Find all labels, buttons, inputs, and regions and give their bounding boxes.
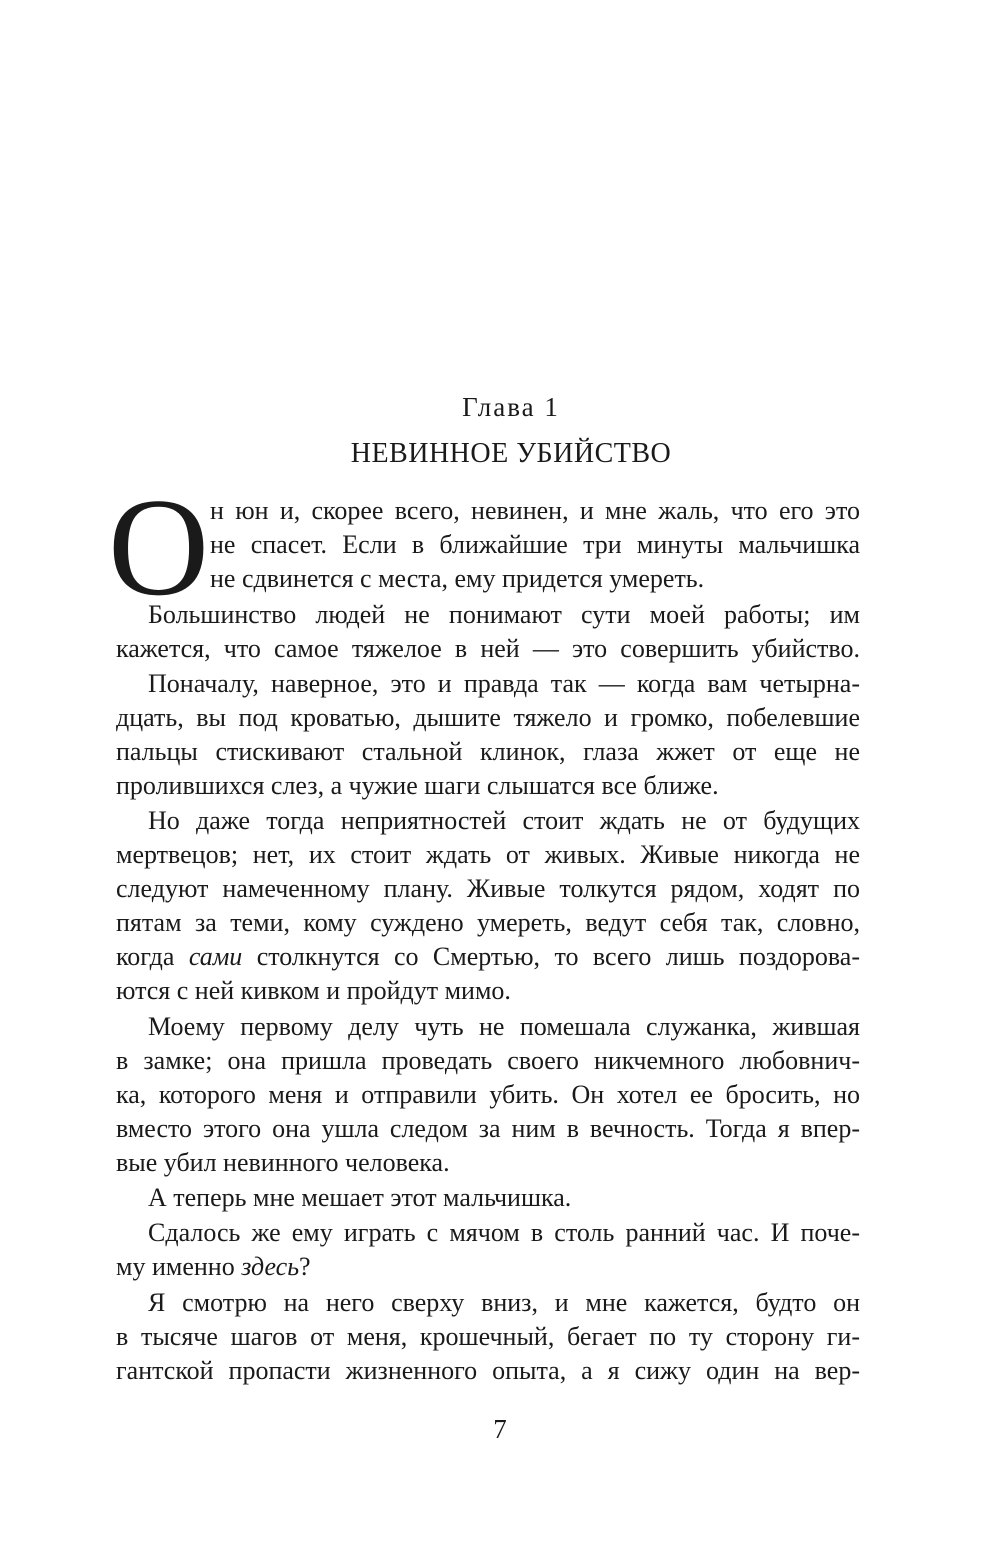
text-line [116,940,860,974]
italic-word: здесь [241,1252,300,1281]
text-line: пальцы стискивают стальной клинок, глаза жжет от еще не [116,737,860,766]
text-run: ? [299,1252,311,1281]
text-run: столкнутся со Смертью, то всего лишь поздорова- [242,942,860,971]
text-run: когда [116,942,189,971]
italic-word: сами [188,942,243,971]
chapter-label: Глава 1 [462,392,560,422]
text-line: в замке; она пришла проведать своего никчемного любовнич- [116,1046,860,1075]
text-line: не спасет. Если в ближайшие три минуты мальчишка [210,530,860,559]
text-line: Моему первому делу чуть не помешала служанка, жившая [148,1012,860,1041]
text-line: мертвецов; нет, их стоит ждать от живых. Живые никогда не [116,840,860,869]
text-line: ются с ней кивком и пройдут мимо. [116,976,511,1005]
text-line: вместо этого она ушла следом за ним в вечность. Тогда я впер- [116,1114,860,1143]
text-line: Но даже тогда неприятностей стоит ждать не от будущих [148,806,860,835]
text-line: пролившихся слез, а чужие шаги слышатся все ближе. [116,771,719,800]
drop-cap: О [108,470,210,625]
text-line: А теперь мне мешает этот мальчишка. [148,1183,572,1212]
text-line: Я смотрю на него сверху вниз, и мне кажется, будто он [148,1288,860,1317]
text-line: Сдалось же ему играть с мячом в столь ранний час. И поче- [148,1218,860,1247]
text-line: следуют намеченному плану. Живые толкутся рядом, ходят по [116,874,860,903]
text-line: н юн и, скорее всего, невинен, и мне жаль, что его это [210,496,860,525]
text-run: му именно [116,1252,242,1281]
text-line: не сдвинется с места, ему придется умереть. [210,564,705,593]
text-line: ка, которого меня и отправили убить. Он хотел ее бросить, но [116,1080,860,1109]
text-line: пятам за теми, кому суждено умереть, ведут себя так, словно, [116,908,860,937]
chapter-title: НЕВИННОЕ УБИЙСТВО [350,438,672,469]
page-number: 7 [493,1414,507,1444]
text-line [116,1250,860,1284]
text-line: в тысяче шагов от меня, крошечный, бегает по ту сторону ги- [116,1322,860,1351]
text-line: Большинство людей не понимают сути моей работы; им [148,600,860,629]
text-line: гантской пропасти жизненного опыта, а я сижу один на вер- [116,1356,860,1385]
text-line: дцать, вы под кроватью, дышите тяжело и громко, побелевшие [116,703,860,732]
text-line: вые убил невинного человека. [116,1148,450,1177]
text-line: Поначалу, наверное, это и правда так — когда вам четырна- [148,669,860,698]
text-line: кажется, что самое тяжелое в ней — это совершить убийство. [116,634,860,663]
